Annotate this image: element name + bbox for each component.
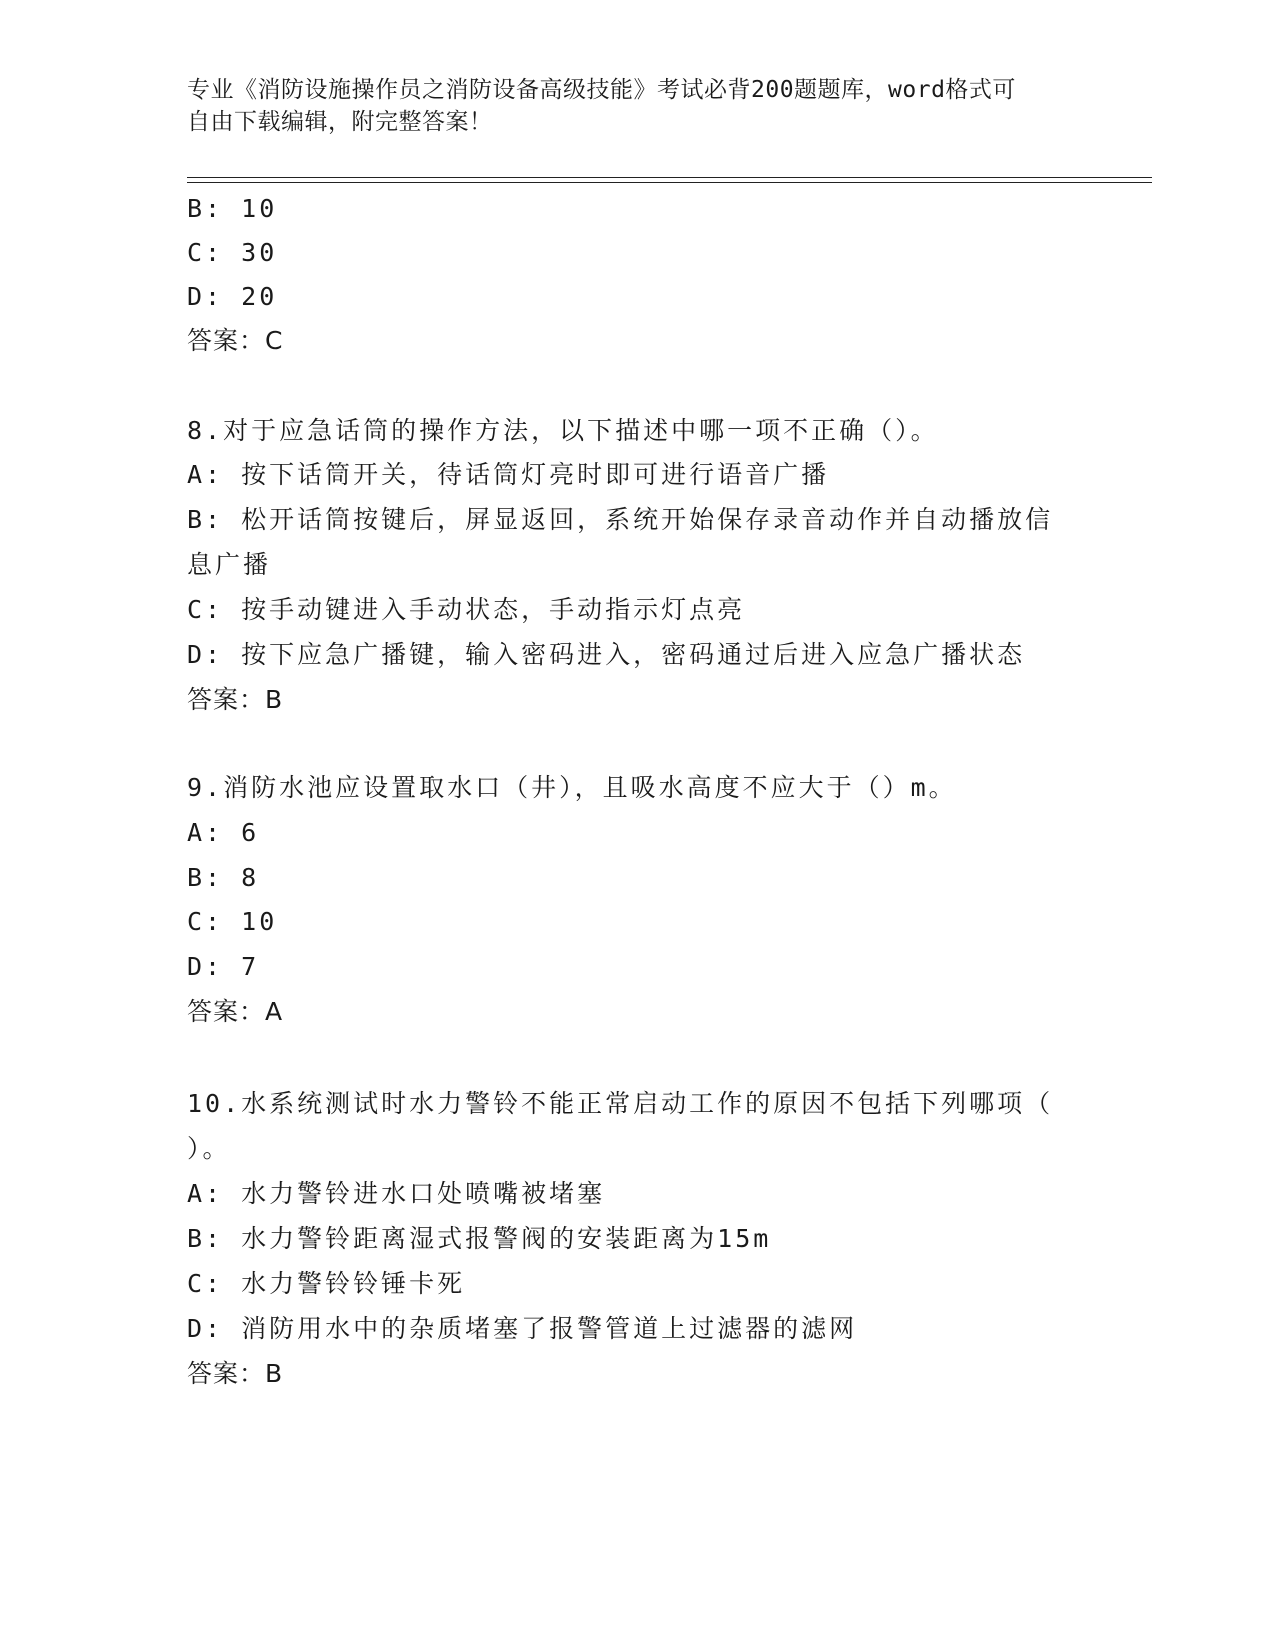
option-a-q9: A: 6 — [187, 818, 260, 847]
header-line-2: 自由下载编辑，附完整答案！ — [187, 109, 493, 135]
option-b-q8: B: 松开话筒按键后，屏显返回，系统开始保存录音动作并自动播放信 — [187, 505, 1054, 534]
answer-q9: 答案：A — [187, 997, 284, 1026]
option-a-q10: A: 水力警铃进水口处喷嘴被堵塞 — [187, 1179, 606, 1208]
header-divider-top — [187, 177, 1152, 178]
question-10: 10.水系统测试时水力警铃不能正常启动工作的原因不包括下列哪项（ — [187, 1089, 1054, 1118]
document-header — [187, 74, 1067, 138]
answer-q7: 答案：C — [187, 326, 284, 355]
answer-q10: 答案：B — [187, 1359, 284, 1388]
option-c-q7: C: 30 — [187, 238, 278, 267]
question-9: 9.消防水池应设置取水口（井），且吸水高度不应大于（）m。 — [187, 773, 957, 802]
header-line-1: 专业《消防设施操作员之消防设备高级技能》考试必背200题题库，word格式可 — [187, 77, 1016, 103]
option-b-q8-cont: 息广播 — [187, 550, 272, 579]
question-10-cont: ）。 — [187, 1134, 231, 1163]
option-d-q7: D: 20 — [187, 282, 278, 311]
header-divider-bottom — [187, 182, 1152, 183]
option-d-q9: D: 7 — [187, 952, 260, 981]
option-b-q10: B: 水力警铃距离湿式报警阀的安装距离为15m — [187, 1224, 772, 1253]
answer-q8: 答案：B — [187, 685, 284, 714]
option-d-q10: D: 消防用水中的杂质堵塞了报警管道上过滤器的滤网 — [187, 1314, 858, 1343]
question-8: 8.对于应急话筒的操作方法，以下描述中哪一项不正确（）。 — [187, 416, 939, 445]
option-a-q8: A: 按下话筒开关，待话筒灯亮时即可进行语音广播 — [187, 460, 830, 489]
option-b-q9: B: 8 — [187, 863, 260, 892]
option-c-q9: C: 10 — [187, 907, 278, 936]
option-c-q8: C: 按手动键进入手动状态，手动指示灯点亮 — [187, 595, 746, 624]
option-b-q7: B: 10 — [187, 194, 278, 223]
option-d-q8: D: 按下应急广播键，输入密码进入，密码通过后进入应急广播状态 — [187, 640, 1026, 669]
option-c-q10: C: 水力警铃铃锤卡死 — [187, 1269, 466, 1298]
